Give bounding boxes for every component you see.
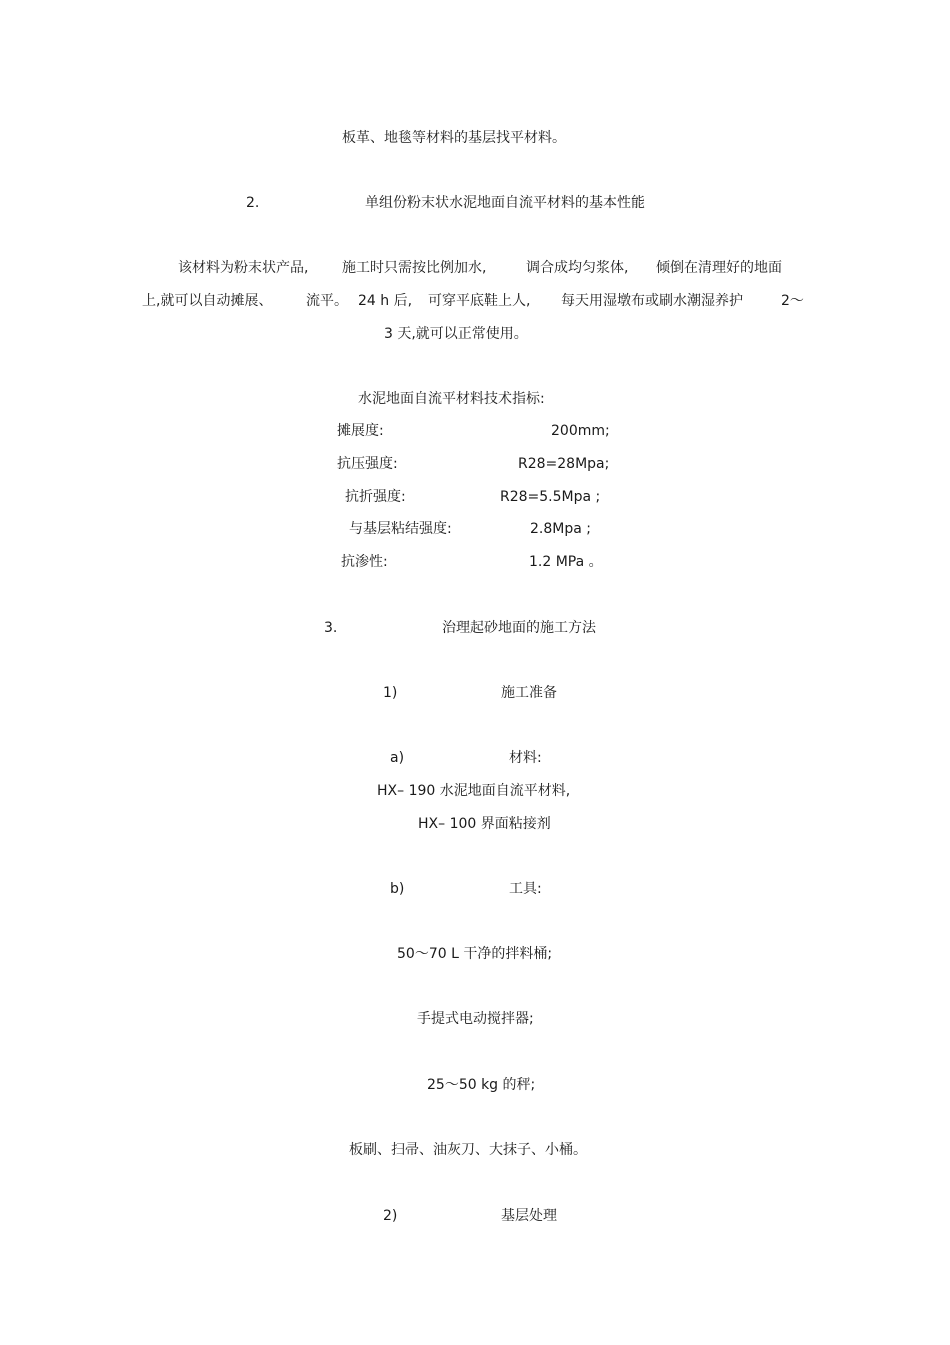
section-number: 2. [246, 195, 260, 211]
item-heading: 材料: [509, 750, 542, 766]
item-number: a) [390, 750, 405, 766]
paragraph-fragment: 调合成均匀浆体, [526, 260, 629, 276]
spec-label: 与基层粘结强度: [349, 521, 452, 537]
spec-value: R28=28Mpa; [518, 456, 610, 472]
tool-item: 板刷、扫帚、油灰刀、大抹子、小桶。 [349, 1142, 587, 1158]
paragraph-fragment: 施工时只需按比例加水, [342, 260, 487, 276]
item-number: b) [390, 881, 405, 897]
section-heading: 单组份粉末状水泥地面自流平材料的基本性能 [365, 195, 645, 211]
paragraph-fragment: 可穿平底鞋上人, [428, 293, 531, 309]
spec-value: 2.8Mpa ; [530, 521, 591, 537]
tool-item: 50～70 L 干净的拌料桶; [397, 946, 553, 962]
paragraph-fragment: 每天用湿墩布或刷水潮湿养护 [561, 293, 743, 309]
spec-table-title: 水泥地面自流平材料技术指标: [358, 391, 545, 407]
section-heading: 治理起砂地面的施工方法 [442, 620, 596, 636]
spec-value: 1.2 MPa 。 [529, 554, 603, 570]
paragraph-fragment: 上,就可以自动摊展、 [142, 293, 273, 309]
tool-item: 手提式电动搅拌器; [417, 1011, 534, 1027]
paragraph-fragment: 3 天,就可以正常使用。 [384, 326, 528, 342]
section-number: 3. [324, 620, 338, 636]
tool-item: 25～50 kg 的秤; [427, 1077, 536, 1093]
paragraph-fragment: 2～ [781, 293, 804, 309]
item-heading: 工具: [509, 881, 542, 897]
paragraph-fragment: 倾倒在清理好的地面 [656, 260, 782, 276]
spec-value: R28=5.5Mpa ; [500, 489, 601, 505]
paragraph-fragment: 该材料为粉末状产品, [178, 260, 309, 276]
material-item: HX– 100 界面粘接剂 [418, 816, 551, 832]
spec-label: 抗渗性: [341, 554, 388, 570]
subsection-number: 2) [383, 1208, 398, 1224]
paragraph-fragment: 流平。 [306, 293, 348, 309]
material-item: HX– 190 水泥地面自流平材料, [377, 783, 571, 799]
subsection-number: 1) [383, 685, 398, 701]
spec-label: 抗折强度: [345, 489, 406, 505]
spec-label: 摊展度: [337, 423, 384, 439]
spec-label: 抗压强度: [337, 456, 398, 472]
text-line: 板革、地毯等材料的基层找平材料。 [342, 130, 566, 146]
spec-value: 200mm; [551, 423, 610, 439]
subsection-heading: 施工准备 [501, 685, 557, 701]
subsection-heading: 基层处理 [501, 1208, 557, 1224]
paragraph-fragment: 24 h 后, [358, 293, 413, 309]
